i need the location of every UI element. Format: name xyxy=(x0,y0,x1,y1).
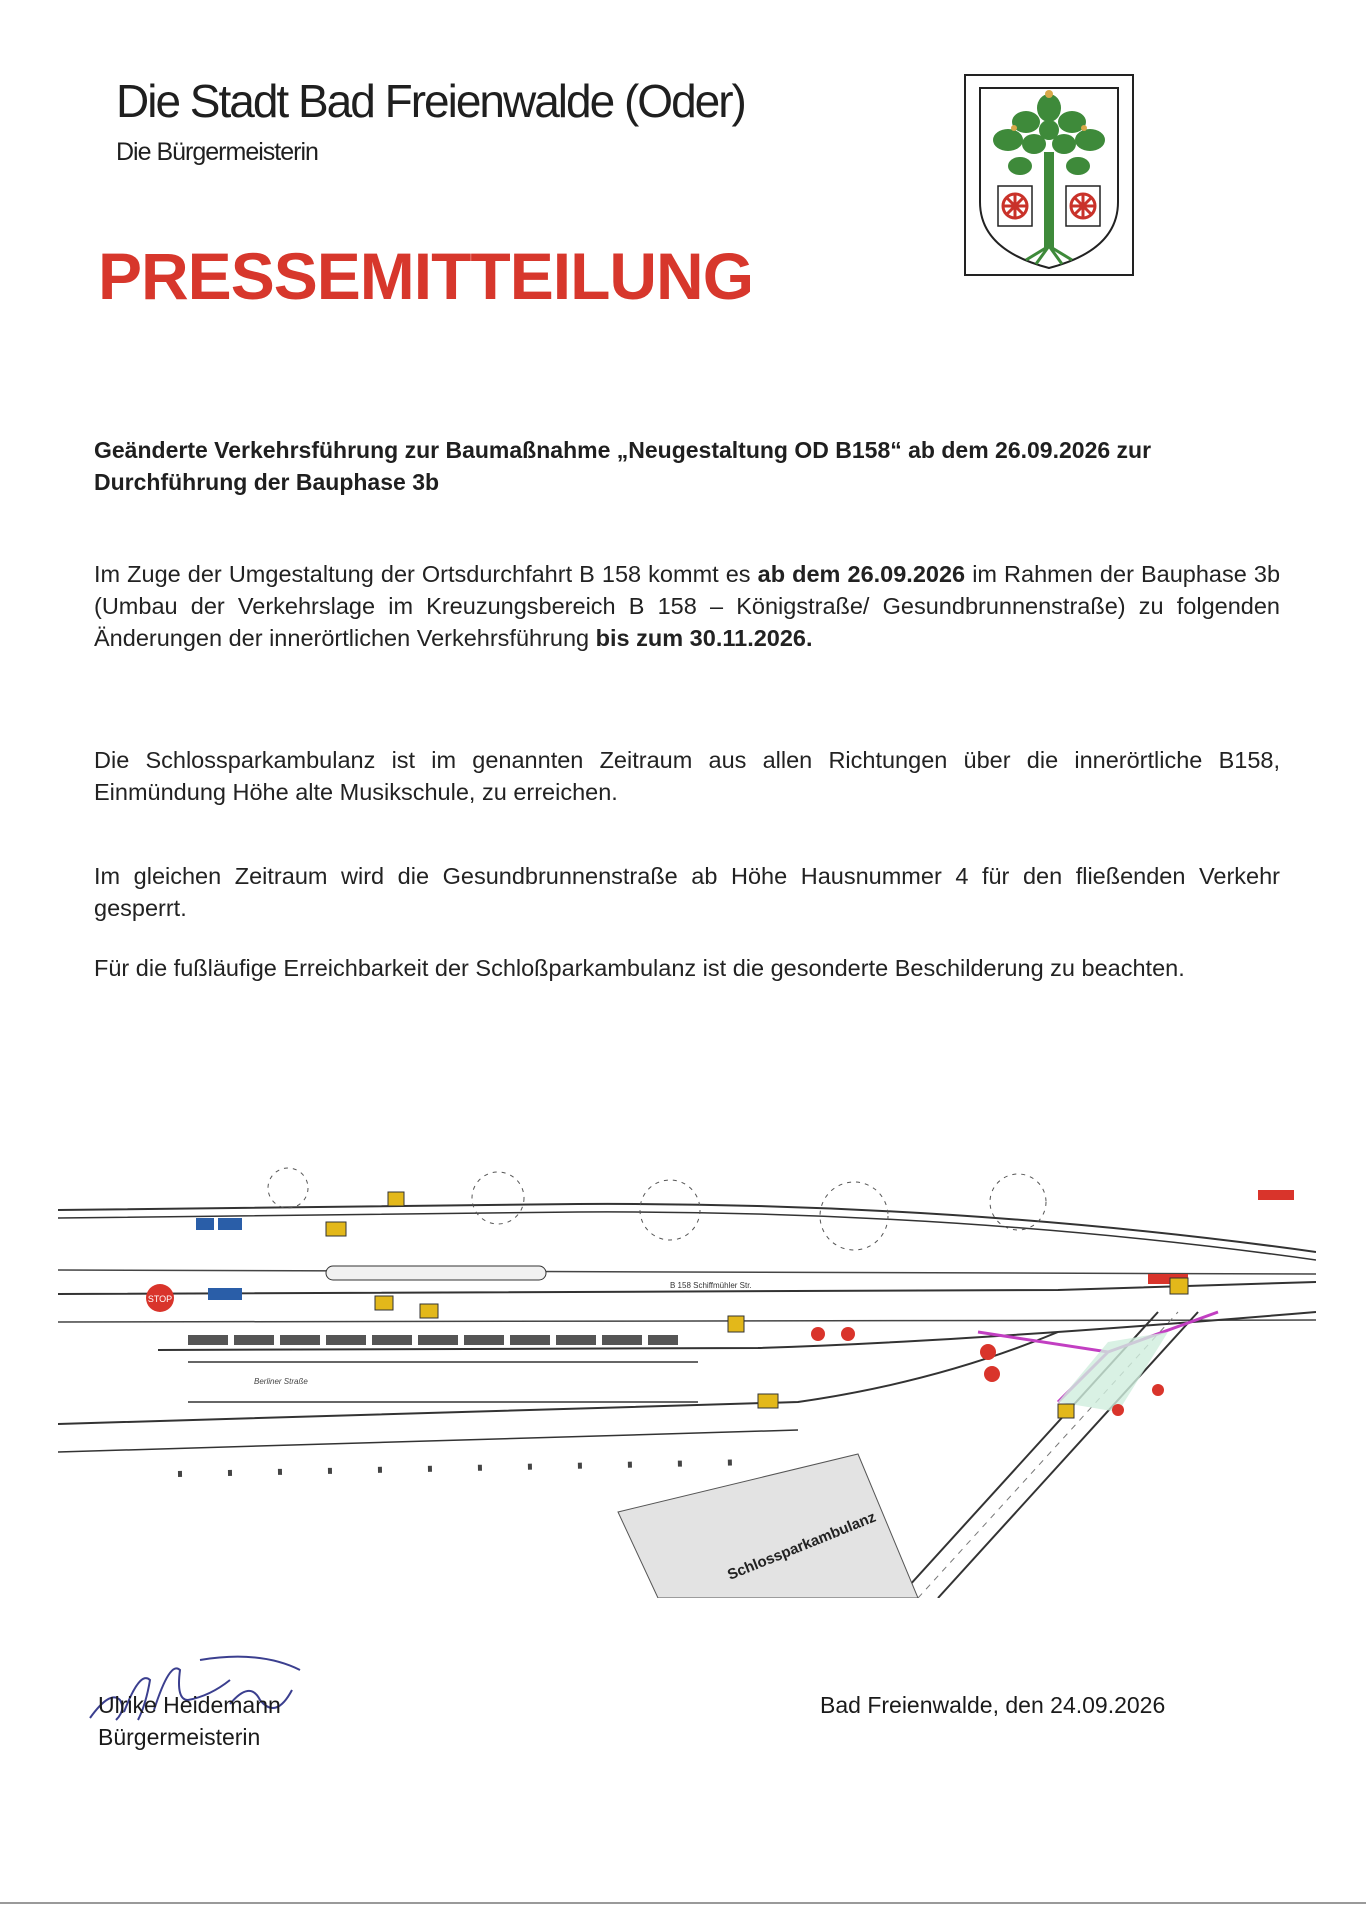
map-label-main-road: B 158 Schiffmühler Str. xyxy=(670,1281,752,1290)
site-plan-map xyxy=(58,1162,1316,1598)
map-label-side-street: Berliner Straße xyxy=(254,1377,308,1386)
footer-divider xyxy=(0,1902,1366,1904)
document-type-title: PRESSEMITTEILUNG xyxy=(98,239,754,313)
signatory-name: Ulrike Heidemann xyxy=(98,1692,281,1718)
paragraph-access: Die Schlossparkambulanz ist im genannten Zeitraum aus allen Richtungen über die innerörtliche B158, Einmündung Höhe alte Musikschule, zu erreichen. xyxy=(94,747,1280,805)
place-and-date: Bad Freienwalde, den 24.09.2026 xyxy=(820,1692,1166,1718)
office-name: Die Bürgermeisterin xyxy=(116,138,318,166)
coat-of-arms-logo xyxy=(964,74,1134,276)
paragraph-dates xyxy=(94,558,1280,654)
map-label-building: Schlossparkambulanz xyxy=(725,1508,879,1584)
end-date: bis zum 30.11.2026. xyxy=(595,625,813,651)
start-date: ab dem 26.09.2026 xyxy=(757,561,966,587)
stop-sign-label: STOP xyxy=(147,1294,173,1304)
signatory-role: Bürgermeisterin xyxy=(98,1724,261,1750)
paragraph-text: Im Zuge der Umgestaltung der Ortsdurchfahrt B 158 kommt es xyxy=(94,561,758,587)
paragraph-text: im Rahmen der Bauphase 3b (Umbau der Verkehrslage im Kreuzungsbereich B 158 – Königstraße/ Gesundbrunnenstraße) zu folgenden Änderungen der innerörtlichen Verkehrsführung xyxy=(94,561,1281,651)
city-name: Die Stadt Bad Freienwalde (Oder) xyxy=(116,75,745,127)
headline: Geänderte Verkehrsführung zur Baumaßnahme „Neugestaltung OD B158“ ab dem 26.09.2026 zur Durchführung der Bauphase 3b xyxy=(94,437,1152,495)
paragraph-closure: Im gleichen Zeitraum wird die Gesundbrunnenstraße ab Höhe Hausnummer 4 für den fließenden Verkehr gesperrt. xyxy=(94,863,1280,921)
paragraph-pedestrian: Für die fußläufige Erreichbarkeit der Schloßparkambulanz ist die gesonderte Beschilderung zu beachten. xyxy=(94,955,1185,981)
